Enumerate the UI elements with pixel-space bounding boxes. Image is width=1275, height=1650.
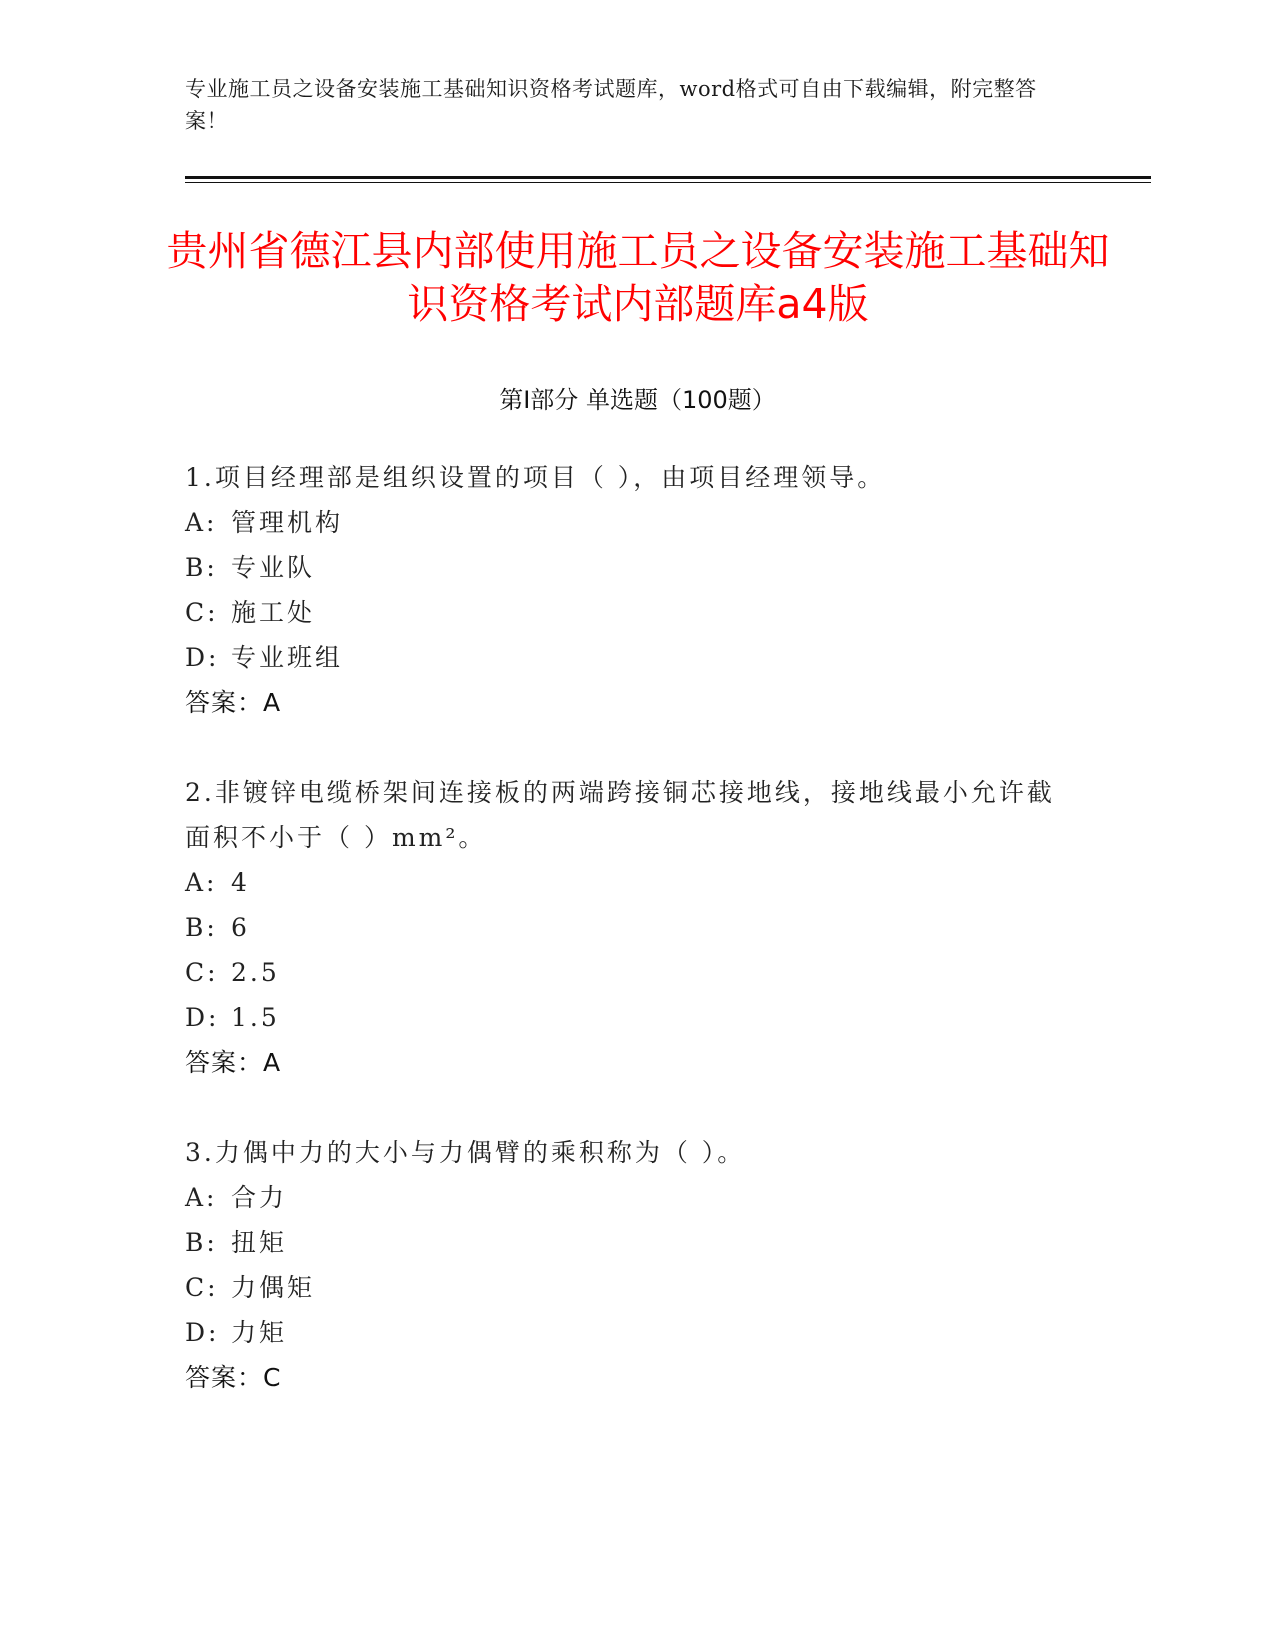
option-b: [185, 905, 1065, 950]
header-note: 专业施工员之设备安装施工基础知识资格考试题库，word格式可自由下载编辑，附完整答案！: [185, 77, 1037, 133]
option-letter: B:: [185, 553, 218, 582]
option-letter: C:: [185, 598, 219, 627]
question-2: [185, 770, 1065, 1085]
answer-label: 答案：: [185, 688, 264, 717]
section-heading: 第I部分 单选题（100题）: [499, 386, 776, 414]
option-text: 2.5: [231, 958, 280, 987]
option-a: [185, 500, 1065, 545]
question-text: 1.项目经理部是组织设置的项目（ ），由项目经理领导。: [185, 463, 886, 492]
option-letter: C:: [185, 1273, 219, 1302]
option-letter: B:: [185, 913, 218, 942]
option-b: [185, 1220, 1065, 1265]
option-d: [185, 1310, 1065, 1355]
option-text: 专业队: [231, 553, 316, 582]
option-c: [185, 950, 1065, 995]
option-letter: A:: [185, 508, 218, 537]
option-text: 扭矩: [231, 1228, 288, 1257]
option-letter: B:: [185, 1228, 218, 1257]
option-text: 力偶矩: [231, 1273, 316, 1302]
option-c: [185, 590, 1065, 635]
answer-value: A: [263, 688, 282, 717]
option-letter: A:: [185, 1183, 218, 1212]
option-text: 管理机构: [231, 508, 344, 537]
option-letter: D:: [185, 643, 220, 672]
option-c: [185, 1265, 1065, 1310]
answer-value: C: [263, 1363, 282, 1392]
option-b: [185, 545, 1065, 590]
question-3: [185, 1130, 1065, 1400]
option-text: 4: [231, 868, 250, 897]
option-a: [185, 860, 1065, 905]
option-letter: D:: [185, 1003, 220, 1032]
option-letter: C:: [185, 958, 219, 987]
question-text: 3.力偶中力的大小与力偶臂的乘积称为（ ）。: [185, 1138, 746, 1167]
header-rule-thin: [185, 182, 1151, 183]
option-text: 专业班组: [231, 643, 344, 672]
option-text: 力矩: [231, 1318, 288, 1347]
option-a: [185, 1175, 1065, 1220]
answer-line: [185, 1040, 1065, 1085]
answer-label: 答案：: [185, 1048, 264, 1077]
answer-value: A: [263, 1048, 282, 1077]
option-letter: A:: [185, 868, 218, 897]
answer-label: 答案：: [185, 1363, 264, 1392]
option-text: 施工处: [231, 598, 316, 627]
option-text: 1.5: [231, 1003, 280, 1032]
option-letter: D:: [185, 1318, 220, 1347]
question-text: 2.非镀锌电缆桥架间连接板的两端跨接铜芯接地线，接地线最小允许截面积不小于（ ）mm²。: [185, 778, 1055, 852]
option-d: [185, 995, 1065, 1040]
document-title: 贵州省德江县内部使用施工员之设备安装施工基础知识资格考试内部题库a4版: [166, 227, 1110, 328]
option-text: 合力: [231, 1183, 288, 1212]
question-1: [185, 455, 1065, 725]
answer-line: [185, 1355, 1065, 1400]
header-rule-thick: [185, 176, 1151, 179]
option-text: 6: [231, 913, 250, 942]
option-d: [185, 635, 1065, 680]
answer-line: [185, 680, 1065, 725]
